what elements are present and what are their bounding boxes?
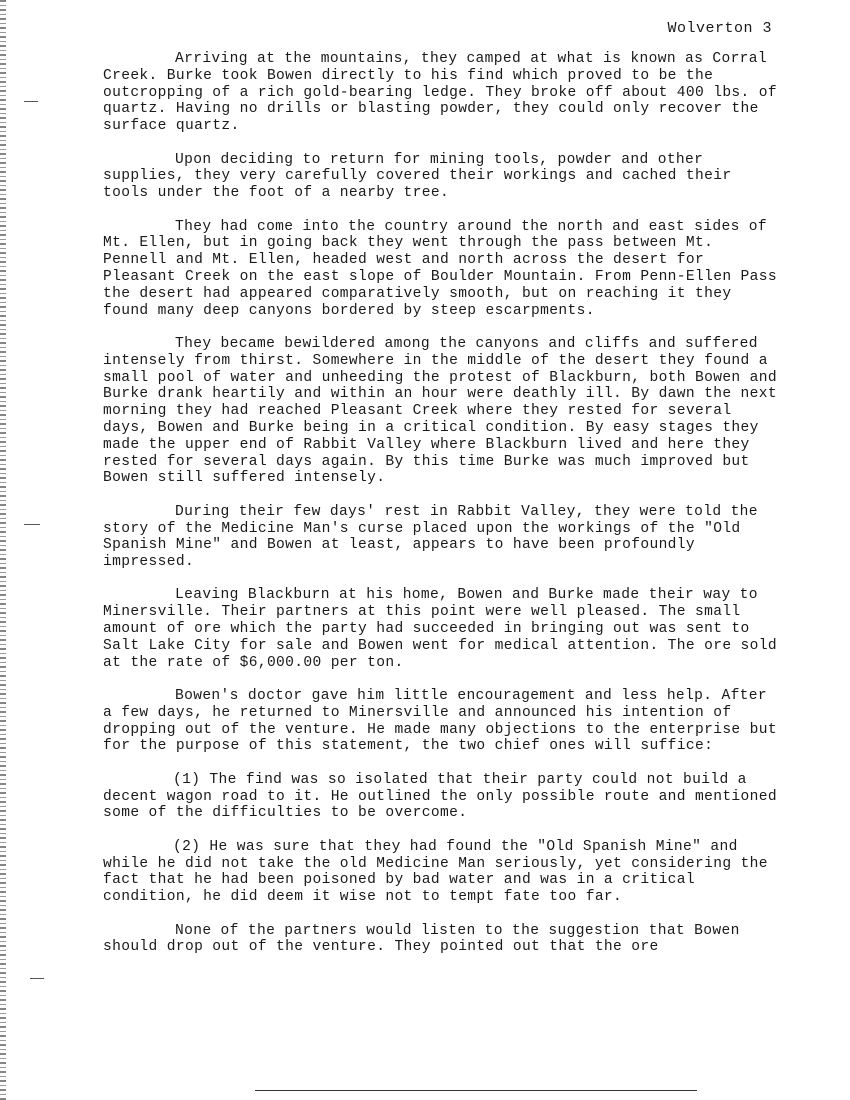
paragraph: Arriving at the mountains, they camped at what is known as Corral Creek. Burke took Bowen directly to his find which proved to be the outcropping of a rich gold-bearing ledge. They broke off about 400 lbs. of quartz. Having no drills or blasting powder, they could only recover the surface quartz.	[103, 51, 777, 135]
page-header: Wolverton 3	[667, 20, 772, 37]
list-item-paragraph: (1) The find was so isolated that their party could not build a decent wagon road to it. He outlined the only possible route and mentioned some of the difficulties to be overcome.	[103, 771, 777, 822]
list-item-paragraph: (2) He was sure that they had found the "Old Spanish Mine" and while he did not take the old Medicine Man seriously, yet considering the fact that he had been poisoned by bad water and was in a critical condition, he did deem it wise not to tempt fate too far.	[103, 838, 768, 906]
margin-mark	[24, 524, 40, 525]
margin-mark	[30, 978, 44, 979]
scan-edge-artifact	[0, 0, 6, 1100]
paragraph: Leaving Blackburn at his home, Bowen and Burke made their way to Minersville. Their partners at this point were well pleased. The small amount of ore which the party had succeeded in bringing out was sent to Salt Lake City for sale and Bowen went for medical attention. The ore sold at the rate of $6,000.00 per ton.	[103, 587, 777, 671]
paragraph: They became bewildered among the canyons and cliffs and suffered intensely from thirst. Somewhere in the middle of the desert they found a small pool of water and unheeding the protest of Blackburn, both Bowen and Burke drank heartily and within an hour were deathly ill. By dawn the next morning they had reached Pleasant Creek where they rested for several days, Bowen and Burke being in a critical condition. By easy stages they made the upper end of Rabbit Valley where Blackburn lived and here they rested for several days again. By this time Burke was much improved but Bowen still suffered intensely.	[103, 335, 777, 487]
paragraph: Upon deciding to return for mining tools, powder and other supplies, they very carefully covered their workings and cached their tools under the foot of a nearby tree.	[103, 151, 732, 202]
margin-mark	[24, 101, 38, 102]
paragraph: They had come into the country around the north and east sides of Mt. Ellen, but in going back they went through the pass between Mt. Pennell and Mt. Ellen, headed west and north across the desert for Pleasant Creek on the east slope of Boulder Mountain. From Penn-Ellen Pass the desert had appeared comparatively smooth, but on reaching it they found many deep canyons bordered by steep escarpments.	[103, 218, 777, 319]
bottom-rule	[255, 1090, 697, 1091]
paragraph: None of the partners would listen to the suggestion that Bowen should drop out of the venture. They pointed out that the ore	[103, 922, 740, 956]
paragraph: Bowen's doctor gave him little encouragement and less help. After a few days, he returned to Minersville and announced his intention of dropping out of the venture. He made many objections to the enterprise but for the purpose of this statement, the two chief ones will suffice:	[103, 688, 777, 755]
body-text	[103, 51, 783, 973]
paragraph: During their few days' rest in Rabbit Valley, they were told the story of the Medicine Man's curse placed upon the workings of the "Old Spanish Mine" and Bowen at least, appears to have been profoundly impressed.	[103, 503, 758, 571]
